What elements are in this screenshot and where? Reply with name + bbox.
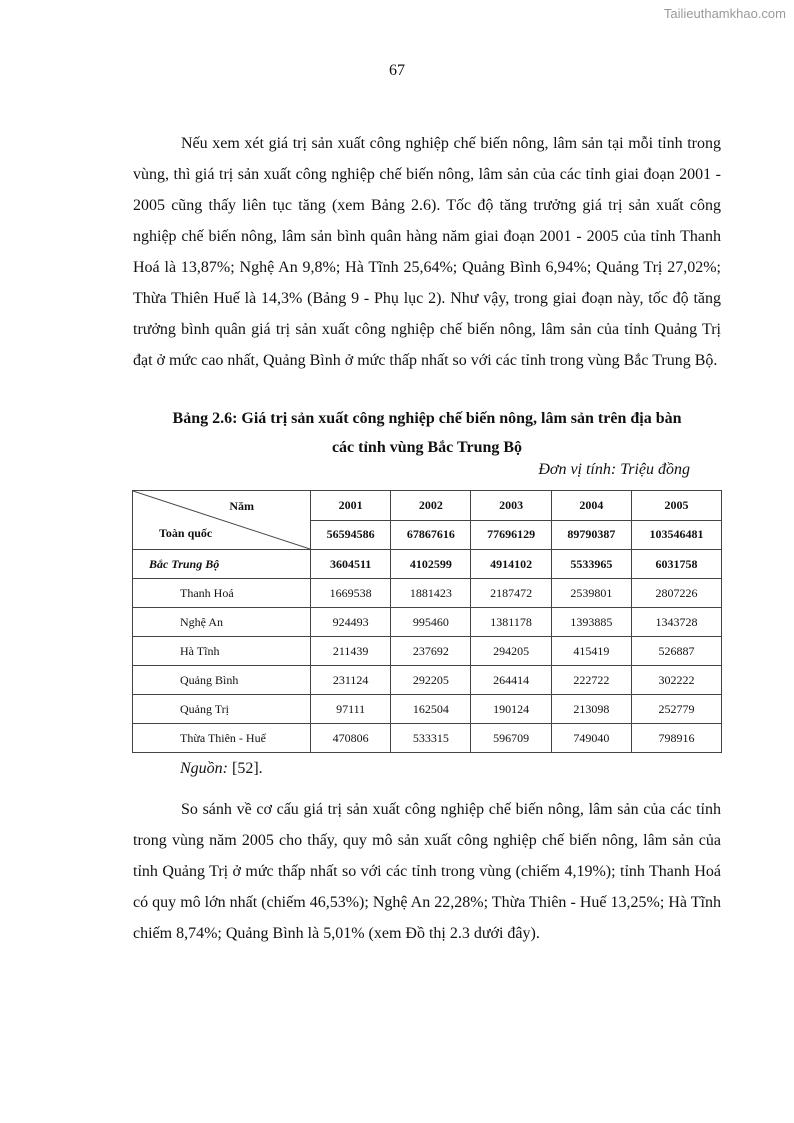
region-row	[133, 550, 722, 579]
province-value: 533315	[391, 724, 471, 753]
province-label: Thanh Hoá	[133, 579, 311, 608]
region-value: 4102599	[391, 550, 471, 579]
province-value: 264414	[471, 666, 551, 695]
region-value: 6031758	[631, 550, 721, 579]
national-value: 67867616	[391, 520, 471, 550]
province-value: 415419	[551, 637, 631, 666]
province-value: 2187472	[471, 579, 551, 608]
region-value: 3604511	[311, 550, 391, 579]
province-row	[133, 724, 722, 753]
province-value: 1343728	[631, 608, 721, 637]
province-value: 1381178	[471, 608, 551, 637]
province-label: Quảng Bình	[133, 666, 311, 695]
page-number: 67	[389, 62, 405, 79]
province-value: 2807226	[631, 579, 721, 608]
table-unit: Đơn vị tính: Triệu đồng	[538, 461, 690, 478]
year-header: 2001	[311, 491, 391, 521]
year-header: 2004	[551, 491, 631, 521]
paragraph-comparison: So sánh về cơ cấu giá trị sản xuất công nghiệp chế biến nông, lâm sản của các tỉnh trong vùng năm 2005 cho thấy, quy mô sản xuất công nghiệp chế biến nông, lâm sản của tỉnh Quảng Trị ở mức thấp nhất so với các tỉnh trong vùng (chiếm 4,19%); tỉnh Thanh Hoá có quy mô lớn nhất (chiếm 46,53%); Nghệ An 22,28%; Thừa Thiên - Huế 13,25%; Hà Tĩnh chiếm 8,74%; Quảng Bình là 5,01% (xem Đồ thị 2.3 dưới đây).	[133, 801, 721, 942]
province-value: 302222	[631, 666, 721, 695]
province-value: 470806	[311, 724, 391, 753]
watermark: Tailieuthamkhao.com	[663, 6, 786, 21]
province-value: 231124	[311, 666, 391, 695]
province-value: 211439	[311, 637, 391, 666]
province-value: 526887	[631, 637, 721, 666]
national-value: 56594586	[311, 520, 391, 550]
data-table	[132, 490, 722, 753]
corner-top-label: Năm	[229, 499, 254, 513]
province-value: 924493	[311, 608, 391, 637]
province-value: 1669538	[311, 579, 391, 608]
source-reference: [52].	[232, 760, 263, 777]
province-label: Nghệ An	[133, 608, 311, 637]
province-value: 292205	[391, 666, 471, 695]
province-value: 294205	[471, 637, 551, 666]
table-title-line-1: Bảng 2.6: Giá trị sản xuất công nghiệp chế biến nông, lâm sản trên địa bàn	[172, 410, 682, 427]
province-row	[133, 666, 722, 695]
province-value: 1881423	[391, 579, 471, 608]
source-label: Nguồn:	[180, 760, 228, 777]
header-row	[133, 491, 722, 521]
province-label: Quảng Trị	[133, 695, 311, 724]
paragraph-intro: Nếu xem xét giá trị sản xuất công nghiệp chế biến nông, lâm sản tại mỗi tỉnh trong vùng, thì giá trị sản xuất công nghiệp chế biến nông, lâm sản của các tỉnh giai đoạn 2001 - 2005 cũng thấy liên tục tăng (xem Bảng 2.6). Tốc độ tăng trưởng giá trị sản xuất công nghiệp chế biến nông, lâm sản bình quân hàng năm giai đoạn 2001 - 2005 của tỉnh Thanh Hoá là 13,87%; Nghệ An 9,8%; Hà Tĩnh 25,64%; Quảng Bình 6,94%; Quảng Trị 27,02%; Thừa Thiên Huế là 14,3% (Bảng 9 - Phụ lục 2). Như vậy, trong giai đoạn này, tốc độ tăng trưởng bình quân giá trị sản xuất công nghiệp chế biến nông, lâm sản của tỉnh Quảng Trị đạt ở mức cao nhất, Quảng Bình ở mức thấp nhất so với các tỉnh trong vùng Bắc Trung Bộ.	[133, 135, 721, 369]
province-value: 1393885	[551, 608, 631, 637]
province-value: 190124	[471, 695, 551, 724]
province-label: Thừa Thiên - Huế	[133, 724, 311, 753]
corner-bottom-label: Toàn quốc	[159, 526, 213, 540]
province-value: 798916	[631, 724, 721, 753]
province-row	[133, 695, 722, 724]
province-value: 162504	[391, 695, 471, 724]
year-header: 2002	[391, 491, 471, 521]
year-header: 2003	[471, 491, 551, 521]
province-value: 97111	[311, 695, 391, 724]
region-value: 4914102	[471, 550, 551, 579]
province-value: 222722	[551, 666, 631, 695]
province-value: 749040	[551, 724, 631, 753]
national-value: 89790387	[551, 520, 631, 550]
table-title	[133, 404, 721, 462]
national-value: 103546481	[631, 520, 721, 550]
province-value: 995460	[391, 608, 471, 637]
province-row	[133, 608, 722, 637]
province-value: 596709	[471, 724, 551, 753]
province-value: 213098	[551, 695, 631, 724]
table-title-line-2: các tỉnh vùng Bắc Trung Bộ	[331, 439, 523, 456]
province-row	[133, 637, 722, 666]
province-row	[133, 579, 722, 608]
table-source	[180, 760, 263, 778]
corner-cell	[133, 491, 311, 550]
national-value: 77696129	[471, 520, 551, 550]
province-label: Hà Tĩnh	[133, 637, 311, 666]
province-value: 2539801	[551, 579, 631, 608]
province-value: 237692	[391, 637, 471, 666]
year-header: 2005	[631, 491, 721, 521]
region-value: 5533965	[551, 550, 631, 579]
province-value: 252779	[631, 695, 721, 724]
region-label: Bắc Trung Bộ	[133, 550, 311, 579]
